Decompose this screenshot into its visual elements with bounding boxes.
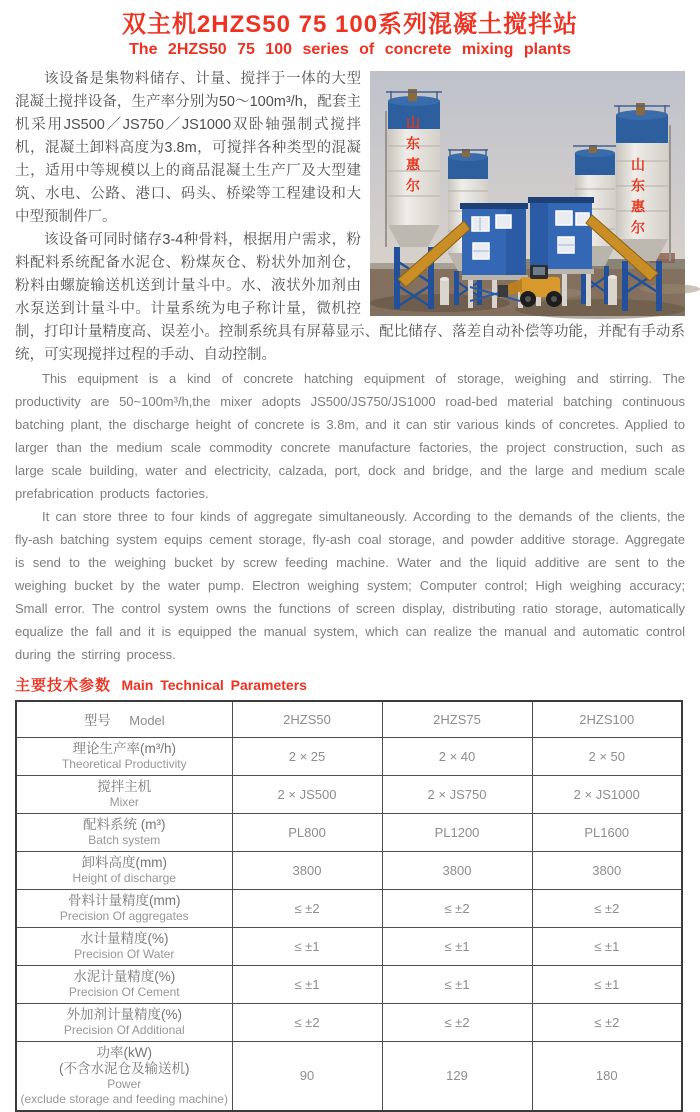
spec-row-label: 搅拌主机 Mixer [16, 775, 232, 813]
spec-row-label: 配料系统 (m³) Batch system [16, 813, 232, 851]
spec-value: ≤ ±1 [232, 965, 382, 1003]
spec-value: 129 [382, 1041, 532, 1111]
intro-paragraph-cn-2: 该设备可同时储存3-4种骨料，根据用户需求，粉料配料系统配备水泥仓、粉煤灰仓、粉状外加剂仓，粉料由螺旋输送机送到计量斗中。水、液状外加剂由水泵送到计量斗中。计量系统为电子称计量，微机控制，打印计量精度高、误差小。控制系统具有屏幕显示、配比储存、落差自动补偿等功能，并配有手动系统，可实现搅拌过程的手动、自动控制。 [15, 232, 685, 363]
spec-value: ≤ ±1 [382, 965, 532, 1003]
specs-table [15, 700, 683, 1112]
spec-row [16, 965, 682, 1003]
silo-brand-text-left: 山东惠尔 [404, 115, 420, 199]
spec-value: ≤ ±2 [532, 1003, 682, 1041]
spec-value: 2 × JS500 [232, 775, 382, 813]
model-name-2hzs75: 2HZS75 [382, 701, 532, 737]
spec-row [16, 1003, 682, 1041]
specs-table-header-row [16, 701, 682, 737]
spec-value: PL1600 [532, 813, 682, 851]
spec-value: 3800 [532, 851, 682, 889]
spec-row-label: 功率(kW) (不含水泥仓及输送机) Power (exclude storage and feeding machine) [16, 1041, 232, 1111]
params-header-en: Main Technical Parameters [121, 677, 307, 693]
spec-row-label: 外加剂计量精度(%) Precision Of Additional [16, 1003, 232, 1041]
spec-value: PL1200 [382, 813, 532, 851]
model-header-en: Model [129, 712, 165, 728]
model-header-cell [16, 701, 232, 737]
spec-value: ≤ ±1 [532, 965, 682, 1003]
intro-paragraph-en-1: This equipment is a kind of concrete hatching equipment of storage, weighing and stirring. The productivity are 50~100m³/h,the mixer adopts JS500/JS750/JS1000 road-bed material batching continuous batching plant, the discharge height of concrete is 3.8m, and it can stir various kinds of concretes. Applied to larger than the medium scale commodity concrete manufacture factories, the project construction, such as large scale building, water and electricity, calzada, port, dock and bridge, and the large and medium scale prefabrication products factories. [15, 371, 685, 501]
spec-value: ≤ ±1 [232, 927, 382, 965]
spec-value: ≤ ±1 [382, 927, 532, 965]
spec-row-label: 骨料计量精度(mm) Precision Of aggregates [16, 889, 232, 927]
spec-value: ≤ ±1 [532, 927, 682, 965]
spec-row [16, 813, 682, 851]
spec-value: ≤ ±2 [232, 889, 382, 927]
spec-row-label: 水泥计量精度(%) Precision Of Cement [16, 965, 232, 1003]
spec-value: PL800 [232, 813, 382, 851]
spec-value: 180 [532, 1041, 682, 1111]
spec-row [16, 927, 682, 965]
params-section-header [15, 674, 685, 695]
spec-row [16, 851, 682, 889]
spec-value: ≤ ±2 [532, 889, 682, 927]
spec-value: 2 × 50 [532, 737, 682, 775]
spec-value: ≤ ±2 [382, 889, 532, 927]
intro-paragraph-en-2: It can store three to four kinds of aggregate simultaneously. According to the demands of the clients, the fly-ash batching system equips cement storage, fly-ash coal storage, and powder additive storage. Aggregate is send to the weighing bucket by screw feeding machine. Water and the liquid additive are sent to the weighing bucket by the water pump. Electron weighing system; Computer control; High weighing accuracy; Small error. The control system owns the functions of screen display, distributing ratio storage, automatically equalize the fall and it is equipped the manual system, which can realize the manual and automatic control during the stirring process. [15, 509, 685, 662]
silo-brand-text-right: 山东惠尔 [629, 157, 645, 241]
spec-value: ≤ ±2 [232, 1003, 382, 1041]
spec-row-label: 水计量精度(%) Precision Of Water [16, 927, 232, 965]
spec-value: 90 [232, 1041, 382, 1111]
spec-value: 2 × JS750 [382, 775, 532, 813]
spec-value: 3800 [382, 851, 532, 889]
page-title: 双主机2HZS50 75 100系列混凝土搅拌站 [121, 11, 579, 38]
spec-row [16, 1041, 682, 1111]
spec-value: 2 × JS1000 [532, 775, 682, 813]
spec-row [16, 889, 682, 927]
spec-row [16, 737, 682, 775]
spec-value: ≤ ±2 [382, 1003, 532, 1041]
spec-value: 3800 [232, 851, 382, 889]
spec-row-label: 理论生产率(m³/h) Theoretical Productivity [16, 737, 232, 775]
model-header-cn: 型号 [83, 712, 111, 728]
intro-paragraph-cn-1: 该设备是集物料储存、计量、搅拌于一体的大型混凝土搅拌设备，生产率分别为50～100m³/h，配套主机采用JS500／JS750／JS1000双卧轴强制式搅拌机，混凝土卸料高度为3.8m，可搅拌各种类型的混凝土，适用中等规模以上的商品混凝土生产厂及大型建筑、水电、公路、港口、码头、桥梁等工程建设和大中型预制件厂。 [15, 71, 361, 225]
spec-row-label: 卸料高度(mm) Height of discharge [16, 851, 232, 889]
params-header-cn: 主要技术参数 [15, 677, 112, 694]
spec-row [16, 775, 682, 813]
content-area [0, 68, 700, 1112]
plant-photo [370, 71, 685, 316]
spec-value: 2 × 25 [232, 737, 382, 775]
model-name-2hzs50: 2HZS50 [232, 701, 382, 737]
page-subtitle: The 2HZS50 75 100 series of concrete mixing plants [129, 41, 571, 58]
specs-table-body [16, 737, 682, 1111]
model-name-2hzs100: 2HZS100 [532, 701, 682, 737]
spec-value: 2 × 40 [382, 737, 532, 775]
